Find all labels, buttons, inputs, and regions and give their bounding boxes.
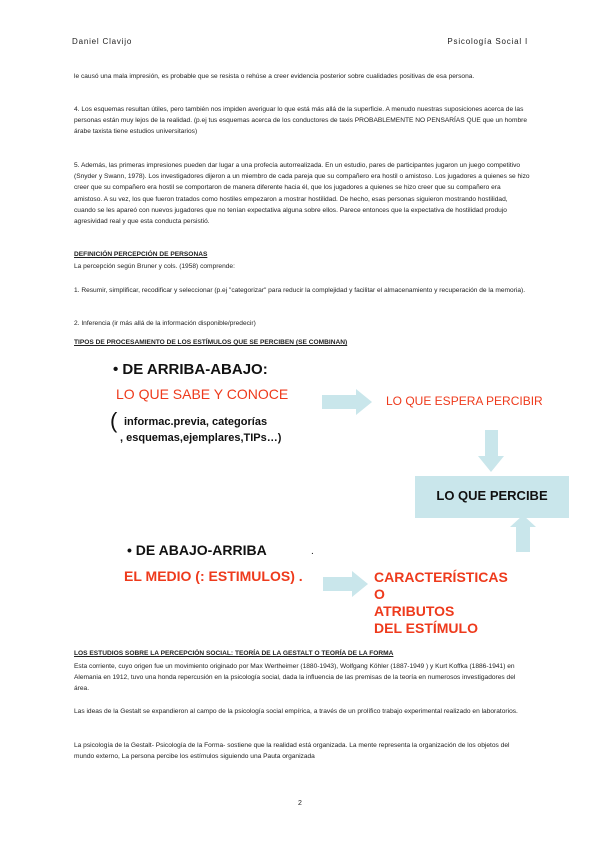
header-course: Psicología Social I: [447, 37, 528, 46]
paragraph-corriente: Esta corriente, cuyo origen fue un movimiento originado por Max Wertheimer (1880-1943), Wolfgang Köhler (1887-1949 ) y Kurt Koffka (1886-1941) en Alemania en 1912, tuvo una honda repercusión en la psicología social, dada la influencia de las premisas de la teoría en numerosos investigadores del área.: [74, 663, 516, 693]
heading-definicion: DEFINICIÓN PERCEPCIÓN DE PERSONAS: [74, 251, 208, 258]
heading-tipos: TIPOS DE PROCESAMIENTO DE LOS ESTÍMULOS QUE SE PERCIBEN (SE COMBINAN): [74, 339, 348, 346]
arrow-up: [510, 515, 536, 552]
paragraph-point-4: 4. Los esquemas resultan útiles, pero también nos impiden averiguar lo que está más allá de la superficie. A menudo nuestras suposiciones acerca de las personas están muy lejos de la realidad. (p.ej tus esquemas acerca de los conductores de taxis PROBABLEMENTE NO PENSARÍAS QUE que un hombre árabe taxista tiene estudios universitarios): [74, 106, 527, 136]
header-author: Daniel Clavijo: [72, 37, 133, 46]
car-line-2: O: [374, 586, 385, 602]
arrow-right-bottom: [323, 571, 368, 597]
lo-que-sabe: LO QUE SABE Y CONOCE: [116, 386, 289, 402]
caracteristicas-block: [374, 569, 508, 637]
arrow-down: [478, 430, 504, 472]
paragraph-resumir: 1. Resumir, simplificar, recodificar y seleccionar (p.ej "categorizar" para reducir la complejidad y facilitar el almacenamiento y recuperación de la memoria).: [74, 287, 526, 294]
paragraph-inferencia: 2. Inferencia (ir más allá de la información disponible/predecir): [74, 320, 256, 327]
paragraph-bruner: La percepción según Bruner y cols. (1958) comprende:: [74, 263, 235, 270]
open-paren: (: [110, 408, 118, 433]
heading-gestalt: LOS ESTUDIOS SOBRE LA PERCEPCIÓN SOCIAL: TEORÍA DE LA GESTALT O TEORÍA DE LA FORMA: [74, 650, 394, 657]
info-line-1: informac.previa, categorías: [124, 416, 268, 428]
paragraph-point-5: 5. Además, las primeras impresiones pueden dar lugar a una profecía autorrealizada. En un estudio, pares de participantes jugaron un juego competitivo (Snyder y Swann, 1978). Los investigadores dijeron a un miembro de cada pareja que su compañero era hostil o amistoso. Los jugadores a quienes se hizo creer que su compañero era hostil se comportaron de manera diferente hacia él, que los jugadores a quienes se hizo creer que su compañero era amistoso. A su vez, los que fueron tratados como hostiles empezaron a mostrar hostilidad. De hecho, esas personas siguieron mostrando hostilidad, cuando se les apareó con nuevos jugadores que no tenían expectativa alguna sobre ellos. Parece entonces que la expectativa de hostilidad produjo agresividad real y que esta conducta persistió.: [74, 162, 530, 226]
car-line-4: DEL ESTÍMULO: [374, 620, 478, 636]
lo-que-espera: LO QUE ESPERA PERCIBIR: [386, 394, 543, 408]
bullet-bottom-dot: .: [311, 546, 314, 557]
car-line-3: ATRIBUTOS: [374, 603, 455, 619]
info-line-2: , esquemas,ejemplares,TIPs…): [120, 432, 282, 444]
bullet-top-down: • DE ARRIBA-ABAJO:: [113, 361, 268, 378]
percibe-label: LO QUE PERCIBE: [436, 488, 548, 503]
arrow-right-top: [322, 389, 372, 415]
paragraph-forma: La psicología de la Gestalt- Psicología de la Forma- sostiene que la realidad está organizada. La mente representa la organización de los objetos del mundo externo, La persona percibe los estímulos siguiendo una Pauta organizada: [74, 742, 510, 761]
bullet-bottom-up: • DE ABAJO-ARRIBA: [127, 542, 267, 558]
page-number: 2: [298, 800, 302, 807]
el-medio: EL MEDIO (: ESTIMULOS) .: [124, 568, 303, 584]
car-line-1: CARACTERÍSTICAS: [374, 569, 508, 585]
paragraph-ideas: Las ideas de la Gestalt se expandieron al campo de la psicología social empírica, a través de un prolífico trabajo experimental realizado en laboratorios.: [74, 708, 518, 715]
paragraph-intro: le causó una mala impresión, es probable que se resista o rehúse a creer evidencia posterior sobre cualidades positivas de esa persona.: [74, 73, 475, 80]
